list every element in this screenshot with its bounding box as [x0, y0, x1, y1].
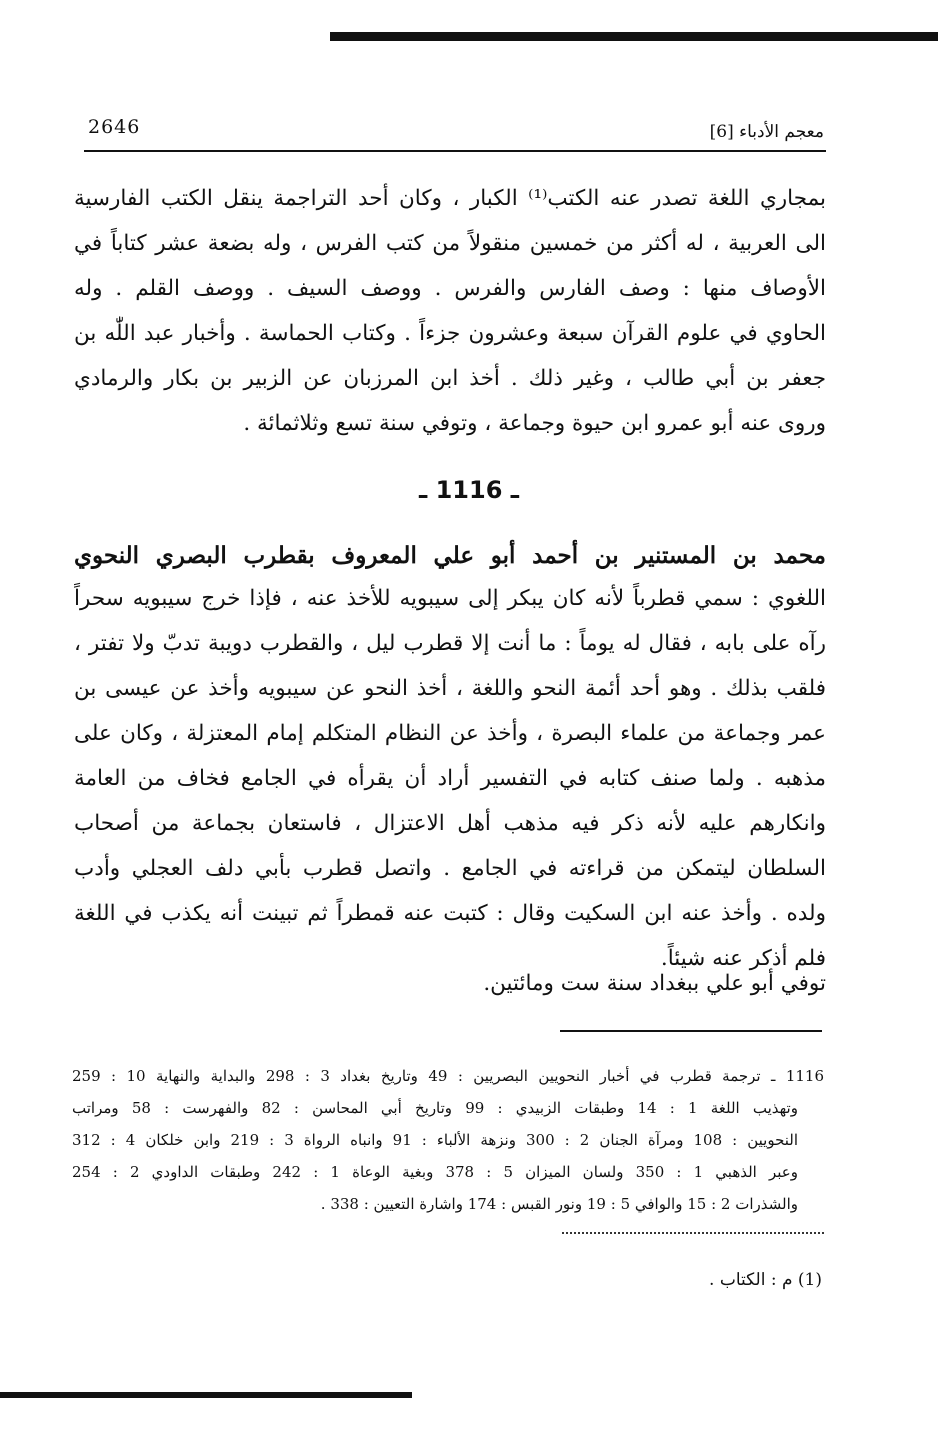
footnote: (1) م : الكتاب .: [709, 1270, 822, 1290]
bottom-border-bar: [0, 1392, 412, 1398]
entry-number: ـ 1116 ـ: [419, 476, 519, 504]
entry-body: [74, 576, 826, 981]
reference-line: والشذرات 2 : 15 والوافي 5 : 19 ونور القبس : 174 واشارة التعيين : 338 .: [320, 1195, 798, 1213]
death-note: توفي أبو علي ببغداد سنة ست ومائتين.: [483, 971, 826, 996]
reference-line: النحويين : 108 ومرآة الجنان 2 : 300 ونزهة الألباء : 91 وانباه الرواة 3 : 219 وابن خلكان 4 : 312: [72, 1131, 798, 1149]
text-line: ولده . وأخذ عنه ابن السكيت وقال : كتبت عنه قمطراً ثم تبينت أنه يكذب في اللغة: [74, 901, 826, 926]
reference-line: 1116 ـ ترجمة قطرب في أخبار النحويين البصريين : 49 وتاريخ بغداد 3 : 298 والبداية والنهاية 10 : 259: [72, 1067, 824, 1085]
paragraph-continuation: [74, 176, 826, 446]
text-line: الأوصاف منها : وصف الفارس والفرس . ووصف السيف . ووصف القلم . وله: [74, 276, 826, 301]
text-line: بمجاري اللغة تصدر عنه الكتب⁽¹⁾ الكبار ، وكان أحد التراجمة ينقل الكتب الفارسية: [74, 186, 826, 211]
dotted-separator: [562, 1232, 824, 1234]
text-line: فلم أذكر عنه شيئاً.: [660, 946, 826, 971]
running-title: معجم الأدباء [6]: [709, 122, 824, 142]
text-line: الحاوي في علوم القرآن سبعة وعشرون جزءاً . وكتاب الحماسة . وأخبار عبد اللّٰه بن: [74, 321, 826, 346]
text-line: فلقب بذلك . وهو أحد أئمة النحو واللغة ، أخذ النحو عن سيبويه وأخذ عن عيسى بن: [74, 676, 826, 701]
text-line: وانكارهم عليه لأنه ذكر فيه مذهب أهل الاعتزال ، فاستعان بجماعة من أصحاب: [74, 811, 826, 836]
top-border-bar: [330, 32, 938, 41]
reference-line: وعبر الذهبي 1 : 350 ولسان الميزان 5 : 378 وبغية الوعاة 1 : 242 وطبقات الداودي 2 : 254: [72, 1163, 798, 1181]
entry-heading: محمد بن المستنير بن أحمد أبو علي المعروف بقطرب البصري النحوي: [74, 542, 826, 569]
footnote-rule: [560, 1030, 822, 1032]
text-line: جعفر بن أبي طالب ، وغير ذلك . أخذ ابن المرزبان عن الزبير بن بكار والرمادي: [74, 366, 826, 391]
text-line: عمر وجماعة من علماء البصرة ، وأخذ عن النظام المتكلم إمام المعتزلة ، وكان على: [74, 721, 826, 746]
text-line: رآه على بابه ، فقال له يوماً : ما أنت إلا قطرب ليل ، والقطرب دويبة تدبّ ولا تفتر ،: [74, 631, 826, 656]
references-block: [72, 1060, 824, 1220]
text-line: السلطان ليتمكن من قراءته في الجامع . واتصل قطرب بأبي دلف العجلي وأدب: [74, 856, 826, 881]
text-line: الى العربية ، له أكثر من خمسين منقولاً من كتب الفرس ، وله بضعة عشر كتاباً في: [74, 231, 826, 256]
text-line: مذهبه . ولما صنف كتابه في التفسير أراد أن يقرأه في الجامع فخاف من العامة: [74, 766, 826, 791]
text-line: وروى عنه أبو عمرو ابن حيوة وجماعة ، وتوفي سنة تسع وثلاثمائة .: [243, 411, 826, 436]
header-rule: [84, 150, 826, 152]
reference-line: وتهذيب اللغة 1 : 14 وطبقات الزبيدي : 99 وتاريخ أبي المحاسن : 82 والفهرست : 58 ومراتب: [72, 1099, 798, 1117]
text-line: اللغوي : سمي قطرباً لأنه كان يبكر إلى سيبويه للأخذ عنه ، فإذا خرج سيبويه سحراً: [74, 586, 826, 611]
page-number: 2646: [88, 116, 141, 138]
page-header: [84, 112, 826, 152]
